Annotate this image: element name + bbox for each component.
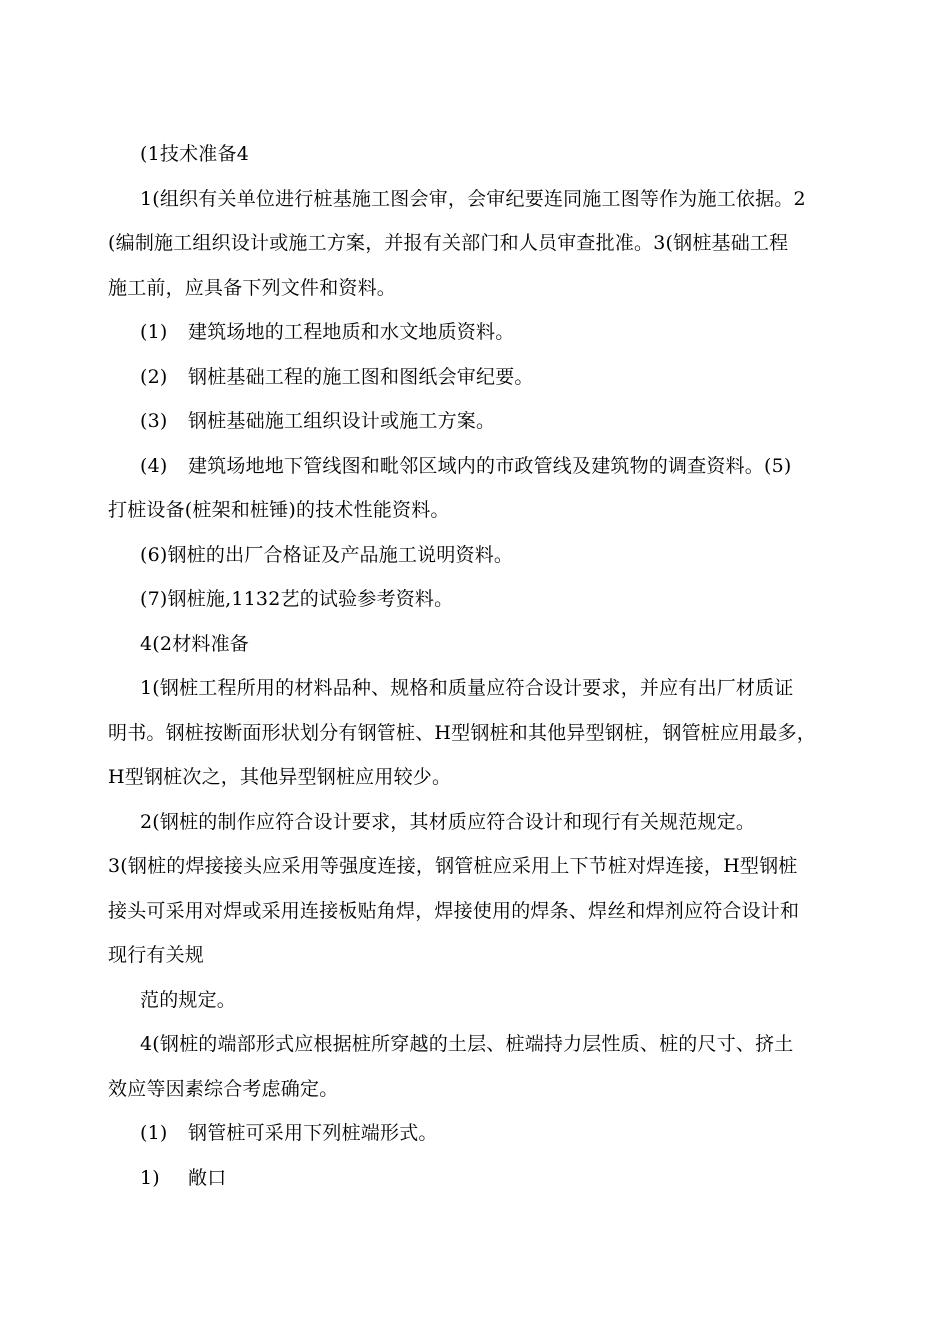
paragraph-line: 效应等因素综合考虑确定。 [108, 1078, 339, 1100]
list-item [140, 1166, 226, 1190]
list-number: 1) [140, 1167, 160, 1189]
paragraph-line: (6)钢桩的出厂合格证及产品施工说明资料。 [140, 544, 514, 566]
paragraph-line: 1(组织有关单位进行桩基施工图会审，会审纪要连同施工图等作为施工依据。2 [140, 188, 806, 210]
paragraph-line: 明书。钢桩按断面形状划分有钢管桩、H型钢桩和其他异型钢桩，钢管桩应用最多， [108, 722, 816, 744]
list-item [140, 454, 792, 478]
list-number: (1) [140, 321, 168, 343]
paragraph-line: (编制施工组织设计或施工方案，并报有关部门和人员审查批准。3(钢桩基础工程 [108, 232, 789, 254]
paragraph-line: 1(钢桩工程所用的材料品种、规格和质量应符合设计要求，并应有出厂材质证 [140, 677, 794, 699]
list-number: (3) [140, 410, 168, 432]
section-heading: (1技术准备4 [140, 143, 249, 165]
paragraph-line: H型钢桩次之，其他异型钢桩应用较少。 [108, 766, 452, 788]
list-text: 敞口 [188, 1167, 227, 1189]
section-heading: 4(2材料准备 [140, 633, 249, 655]
paragraph-line: (7)钢桩施,1132艺的试验参考资料。 [140, 588, 454, 610]
paragraph-line: 现行有关规 [108, 944, 205, 966]
list-number: (4) [140, 455, 168, 477]
paragraph-line: 范的规定。 [140, 989, 237, 1011]
paragraph-line: 施工前，应具备下列文件和资料。 [108, 277, 397, 299]
paragraph-line: 打桩设备(桩架和桩锤)的技术性能资料。 [108, 499, 450, 521]
list-item [140, 320, 514, 344]
list-item [140, 365, 534, 389]
paragraph-line: 接头可采用对焊或采用连接板贴角焊，焊接使用的焊条、焊丝和焊剂应符合设计和 [108, 900, 800, 922]
list-text: 钢桩基础施工组织设计或施工方案。 [188, 410, 496, 432]
list-item [140, 409, 495, 433]
list-text: 建筑场地地下管线图和毗邻区域内的市政管线及建筑物的调查资料。(5) [188, 455, 792, 477]
list-item [140, 1121, 438, 1145]
paragraph-line: 4(钢桩的端部形式应根据桩所穿越的土层、桩端持力层性质、桩的尺寸、挤土 [140, 1033, 794, 1055]
list-number: (2) [140, 366, 168, 388]
paragraph-line: 3(钢桩的焊接接头应采用等强度连接，钢管桩应采用上下节桩对焊连接，H型钢桩 [108, 855, 798, 877]
list-text: 钢管桩可采用下列桩端形式。 [188, 1122, 438, 1144]
list-text: 建筑场地的工程地质和水文地质资料。 [188, 321, 515, 343]
list-number: (1) [140, 1122, 168, 1144]
paragraph-line: 2(钢桩的制作应符合设计要求，其材质应符合设计和现行有关规范规定。 [140, 811, 756, 833]
list-text: 钢桩基础工程的施工图和图纸会审纪要。 [188, 366, 534, 388]
